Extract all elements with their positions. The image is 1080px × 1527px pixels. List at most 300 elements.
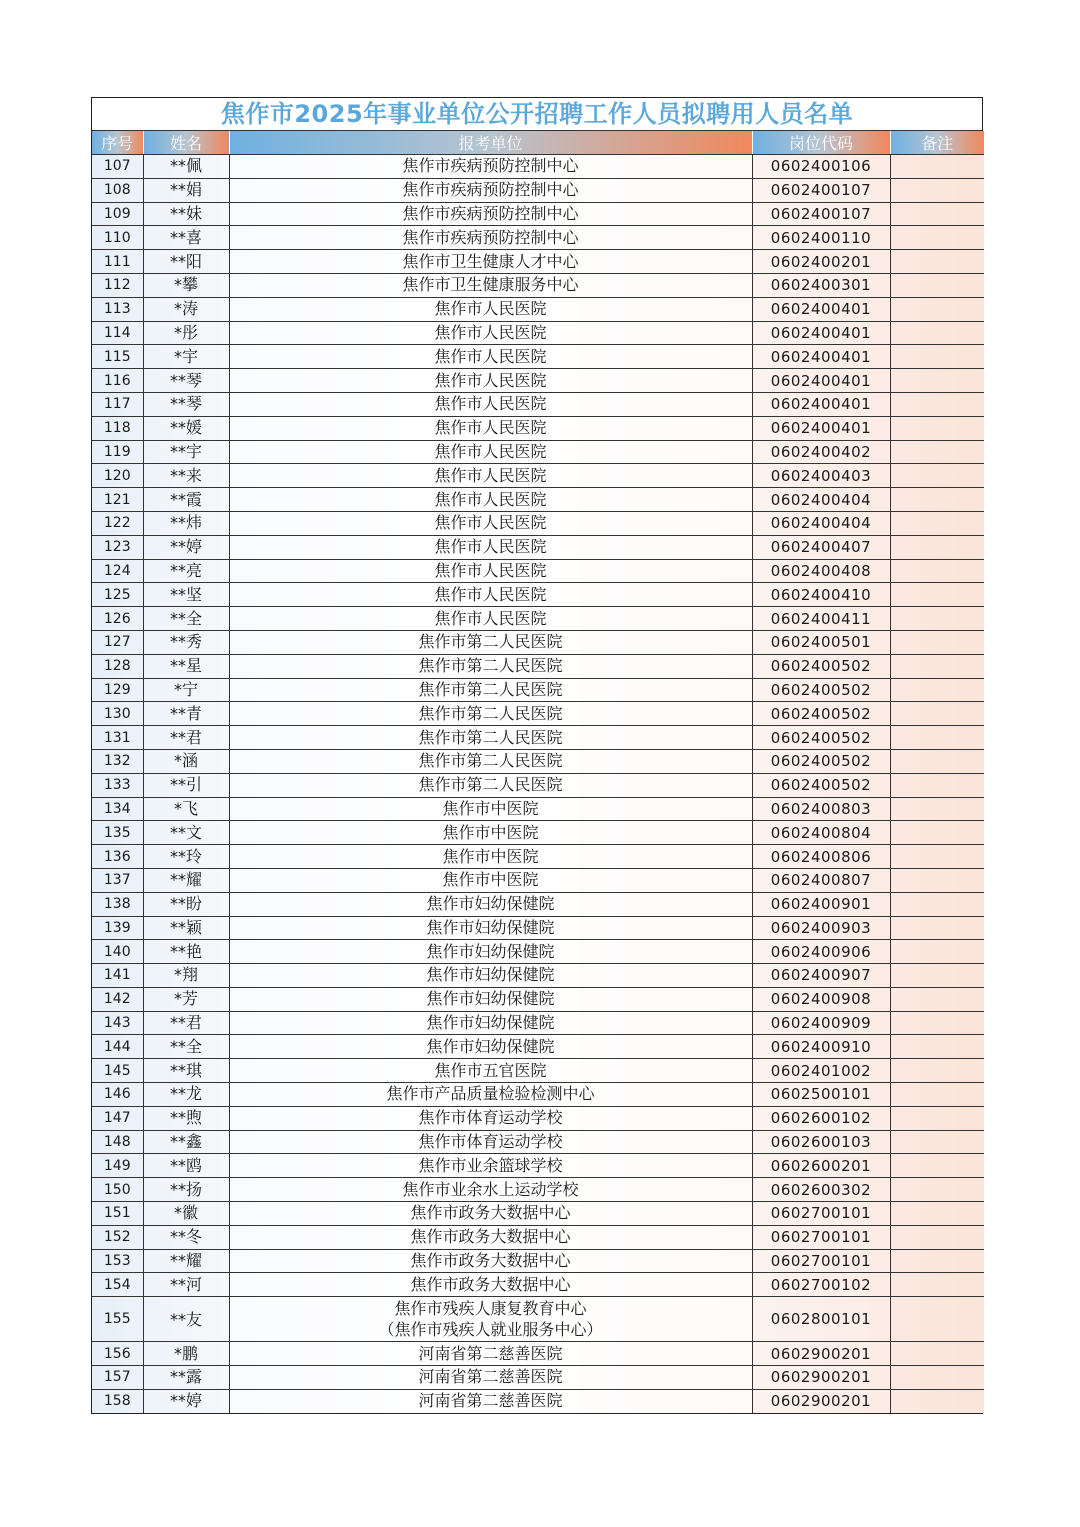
row-name: *飞	[143, 797, 229, 821]
row-unit	[229, 1106, 752, 1130]
row-unit	[229, 1249, 752, 1273]
row-code: 0602400804	[752, 821, 890, 845]
table-row	[92, 250, 984, 274]
row-code: 0602400502	[752, 678, 890, 702]
row-unit	[229, 583, 752, 607]
row-unit	[229, 1011, 752, 1035]
table-row	[92, 797, 984, 821]
row-note	[890, 511, 984, 535]
row-name: **娟	[143, 178, 229, 202]
row-unit-line: 焦作市人民医院	[434, 418, 547, 438]
row-unit	[229, 726, 752, 750]
row-name: **琴	[143, 392, 229, 416]
row-code: 0602400901	[752, 892, 890, 916]
row-note	[890, 1366, 984, 1390]
row-note	[890, 1249, 984, 1273]
row-number: 152	[92, 1225, 143, 1249]
row-unit-line: 焦作市人民医院	[434, 394, 547, 414]
row-code: 0602400806	[752, 845, 890, 869]
row-code: 0602400501	[752, 630, 890, 654]
row-code: 0602400909	[752, 1011, 890, 1035]
row-name: **婷	[143, 535, 229, 559]
row-note	[890, 916, 984, 940]
row-name: *涵	[143, 749, 229, 773]
row-code: 0602400410	[752, 583, 890, 607]
row-note	[890, 345, 984, 369]
table-row	[92, 535, 984, 559]
table-row	[92, 654, 984, 678]
row-name: **煦	[143, 1106, 229, 1130]
row-unit	[229, 1342, 752, 1366]
table-row	[92, 1342, 984, 1366]
row-code: 0602400907	[752, 964, 890, 988]
row-number: 119	[92, 440, 143, 464]
row-name: **龙	[143, 1083, 229, 1107]
row-number: 144	[92, 1035, 143, 1059]
header-no: 序号	[92, 131, 143, 155]
row-code: 0602400408	[752, 559, 890, 583]
table-row	[92, 630, 984, 654]
row-unit-line: 焦作市第二人民医院	[418, 679, 563, 699]
row-code: 0602400502	[752, 702, 890, 726]
table-row	[92, 1059, 984, 1083]
row-code: 0602900201	[752, 1342, 890, 1366]
row-unit	[229, 202, 752, 226]
table-row	[92, 1202, 984, 1226]
row-unit	[229, 178, 752, 202]
row-name: **冬	[143, 1225, 229, 1249]
row-code: 0602900201	[752, 1366, 890, 1390]
table-row	[92, 845, 984, 869]
table-row	[92, 607, 984, 631]
row-unit	[229, 345, 752, 369]
row-number: 154	[92, 1273, 143, 1297]
row-number: 132	[92, 749, 143, 773]
header-code: 岗位代码	[752, 131, 890, 155]
row-name: **坚	[143, 583, 229, 607]
row-code: 0602400301	[752, 273, 890, 297]
row-note	[890, 440, 984, 464]
row-unit-line: 焦作市妇幼保健院	[426, 1013, 555, 1033]
table-row	[92, 392, 984, 416]
row-unit-line: 焦作市体育运动学校	[418, 1132, 563, 1152]
row-note	[890, 1011, 984, 1035]
row-number: 117	[92, 392, 143, 416]
row-number: 116	[92, 369, 143, 393]
row-note	[890, 678, 984, 702]
row-unit	[229, 464, 752, 488]
row-unit	[229, 1154, 752, 1178]
row-code: 0602700102	[752, 1273, 890, 1297]
row-note	[890, 1083, 984, 1107]
row-unit-line: 焦作市政务大数据中心	[410, 1251, 571, 1271]
row-unit-line: 焦作市人民医院	[434, 346, 547, 366]
row-unit-line: 焦作市妇幼保健院	[426, 917, 555, 937]
row-number: 146	[92, 1083, 143, 1107]
row-code: 0602400401	[752, 369, 890, 393]
row-name: **耀	[143, 868, 229, 892]
row-name: **来	[143, 464, 229, 488]
row-unit	[229, 749, 752, 773]
row-name: **鸥	[143, 1154, 229, 1178]
row-name: *鹏	[143, 1342, 229, 1366]
row-note	[890, 369, 984, 393]
row-number: 107	[92, 155, 143, 179]
row-name: **艳	[143, 940, 229, 964]
row-name: **琪	[143, 1059, 229, 1083]
table-row	[92, 726, 984, 750]
row-name: **妹	[143, 202, 229, 226]
table-row	[92, 821, 984, 845]
row-name: **玲	[143, 845, 229, 869]
row-number: 143	[92, 1011, 143, 1035]
row-unit-line: 焦作市第二人民医院	[418, 656, 563, 676]
row-number: 118	[92, 416, 143, 440]
row-unit	[229, 1273, 752, 1297]
row-name: *徽	[143, 1202, 229, 1226]
row-number: 149	[92, 1154, 143, 1178]
row-unit	[229, 821, 752, 845]
row-code: 0602500101	[752, 1083, 890, 1107]
row-unit	[229, 964, 752, 988]
row-note	[890, 726, 984, 750]
row-number: 137	[92, 868, 143, 892]
row-name: **露	[143, 1366, 229, 1390]
row-name: **亮	[143, 559, 229, 583]
row-unit-line: 焦作市妇幼保健院	[426, 894, 555, 914]
row-unit	[229, 1178, 752, 1202]
table-row	[92, 1225, 984, 1249]
row-unit	[229, 607, 752, 631]
row-note	[890, 226, 984, 250]
row-unit-line: 焦作市产品质量检验检测中心	[386, 1084, 595, 1104]
row-unit	[229, 297, 752, 321]
header-unit: 报考单位	[229, 131, 752, 155]
row-unit-line-2: （焦作市残疾人就业服务中心）	[378, 1320, 603, 1340]
row-note	[890, 178, 984, 202]
table-row	[92, 297, 984, 321]
table-row	[92, 987, 984, 1011]
page-title: 焦作市2025年事业单位公开招聘工作人员拟聘用人员名单	[92, 98, 982, 131]
row-unit-line: 河南省第二慈善医院	[418, 1367, 563, 1387]
row-unit-line: 焦作市第二人民医院	[418, 727, 563, 747]
row-name: **媛	[143, 416, 229, 440]
row-note	[890, 1342, 984, 1366]
row-unit	[229, 511, 752, 535]
roster-table	[92, 131, 984, 1413]
row-code: 0602401002	[752, 1059, 890, 1083]
row-unit-line: 焦作市人民医院	[434, 513, 547, 533]
row-note	[890, 892, 984, 916]
row-unit	[229, 559, 752, 583]
row-name: **宇	[143, 440, 229, 464]
table-row	[92, 1130, 984, 1154]
table-row	[92, 583, 984, 607]
table-row	[92, 1273, 984, 1297]
row-number: 122	[92, 511, 143, 535]
row-unit-line: 焦作市业余篮球学校	[418, 1155, 563, 1175]
row-unit	[229, 654, 752, 678]
row-number: 126	[92, 607, 143, 631]
row-unit	[229, 868, 752, 892]
row-note	[890, 1035, 984, 1059]
table-row	[92, 1389, 984, 1412]
row-unit-line: 焦作市人民医院	[434, 465, 547, 485]
row-unit-line: 焦作市政务大数据中心	[410, 1227, 571, 1247]
row-name: **全	[143, 1035, 229, 1059]
table-row	[92, 749, 984, 773]
row-note	[890, 940, 984, 964]
row-number: 141	[92, 964, 143, 988]
row-number: 157	[92, 1366, 143, 1390]
row-unit-line: 焦作市人民医院	[434, 608, 547, 628]
row-number: 123	[92, 535, 143, 559]
row-note	[890, 535, 984, 559]
row-note	[890, 416, 984, 440]
row-unit-line: 焦作市中医院	[442, 798, 539, 818]
row-code: 0602400401	[752, 416, 890, 440]
row-note	[890, 749, 984, 773]
row-number: 111	[92, 250, 143, 274]
row-number: 138	[92, 892, 143, 916]
row-unit	[229, 892, 752, 916]
row-code: 0602400106	[752, 155, 890, 179]
row-name: **引	[143, 773, 229, 797]
row-code: 0602600201	[752, 1154, 890, 1178]
row-number: 124	[92, 559, 143, 583]
table-row	[92, 916, 984, 940]
row-unit-line: 焦作市人民医院	[434, 322, 547, 342]
row-number: 145	[92, 1059, 143, 1083]
table-row	[92, 321, 984, 345]
row-note	[890, 821, 984, 845]
row-name: **秀	[143, 630, 229, 654]
row-name: **河	[143, 1273, 229, 1297]
table-row	[92, 1249, 984, 1273]
table-row	[92, 1154, 984, 1178]
row-unit	[229, 273, 752, 297]
row-name: **婷	[143, 1389, 229, 1412]
row-number: 150	[92, 1178, 143, 1202]
row-unit-line: 焦作市第二人民医院	[418, 632, 563, 652]
row-unit	[229, 1035, 752, 1059]
row-number: 155	[92, 1297, 143, 1342]
row-code: 0602400401	[752, 321, 890, 345]
row-unit-line: 焦作市疾病预防控制中心	[402, 227, 579, 247]
header-name: 姓名	[143, 131, 229, 155]
row-number: 129	[92, 678, 143, 702]
row-note	[890, 797, 984, 821]
row-unit-line: 焦作市妇幼保健院	[426, 1036, 555, 1056]
row-note	[890, 607, 984, 631]
row-number: 128	[92, 654, 143, 678]
row-number: 156	[92, 1342, 143, 1366]
table-row	[92, 1106, 984, 1130]
row-unit-line: 焦作市人民医院	[434, 489, 547, 509]
row-note	[890, 702, 984, 726]
row-unit	[229, 440, 752, 464]
row-unit-line: 焦作市残疾人康复教育中心	[394, 1299, 587, 1319]
row-note	[890, 488, 984, 512]
table-row	[92, 868, 984, 892]
row-code: 0602400107	[752, 202, 890, 226]
row-code: 0602400404	[752, 511, 890, 535]
row-name: **君	[143, 1011, 229, 1035]
row-unit-line: 焦作市体育运动学校	[418, 1108, 563, 1128]
row-number: 136	[92, 845, 143, 869]
row-unit	[229, 630, 752, 654]
row-code: 0602400502	[752, 749, 890, 773]
row-code: 0602400908	[752, 987, 890, 1011]
row-code: 0602400910	[752, 1035, 890, 1059]
row-unit-line: 焦作市人民医院	[434, 584, 547, 604]
table-row	[92, 892, 984, 916]
row-unit-line: 焦作市人民医院	[434, 370, 547, 390]
table-row	[92, 1297, 984, 1342]
row-unit-line: 焦作市妇幼保健院	[426, 989, 555, 1009]
row-unit	[229, 488, 752, 512]
row-number: 112	[92, 273, 143, 297]
row-unit-line: 焦作市第二人民医院	[418, 703, 563, 723]
row-number: 110	[92, 226, 143, 250]
table-header-row	[92, 131, 984, 155]
table-body	[92, 155, 984, 1413]
row-unit-line: 焦作市卫生健康人才中心	[402, 251, 579, 271]
row-number: 148	[92, 1130, 143, 1154]
row-name: **霞	[143, 488, 229, 512]
row-note	[890, 250, 984, 274]
row-number: 135	[92, 821, 143, 845]
row-unit	[229, 250, 752, 274]
table-row	[92, 202, 984, 226]
row-number: 151	[92, 1202, 143, 1226]
row-name: **友	[143, 1297, 229, 1342]
row-number: 120	[92, 464, 143, 488]
row-name: *宇	[143, 345, 229, 369]
row-note	[890, 1178, 984, 1202]
row-code: 0602400402	[752, 440, 890, 464]
row-note	[890, 1059, 984, 1083]
table-row	[92, 416, 984, 440]
table-row	[92, 773, 984, 797]
table-row	[92, 155, 984, 179]
row-note	[890, 273, 984, 297]
row-code: 0602400903	[752, 916, 890, 940]
roster-sheet	[91, 97, 983, 1414]
row-number: 147	[92, 1106, 143, 1130]
table-row	[92, 1366, 984, 1390]
row-number: 158	[92, 1389, 143, 1412]
row-code: 0602700101	[752, 1225, 890, 1249]
row-code: 0602400502	[752, 654, 890, 678]
row-unit	[229, 535, 752, 559]
table-row	[92, 178, 984, 202]
row-code: 0602700101	[752, 1202, 890, 1226]
row-note	[890, 1297, 984, 1342]
row-number: 134	[92, 797, 143, 821]
row-note	[890, 392, 984, 416]
row-unit-line: 焦作市中医院	[442, 822, 539, 842]
row-unit	[229, 1225, 752, 1249]
row-unit	[229, 226, 752, 250]
row-number: 130	[92, 702, 143, 726]
row-name: **君	[143, 726, 229, 750]
row-number: 115	[92, 345, 143, 369]
row-code: 0602600102	[752, 1106, 890, 1130]
row-unit-line: 焦作市业余水上运动学校	[402, 1179, 579, 1199]
row-note	[890, 773, 984, 797]
row-note	[890, 583, 984, 607]
table-row	[92, 226, 984, 250]
row-number: 142	[92, 987, 143, 1011]
row-name: *芳	[143, 987, 229, 1011]
table-row	[92, 1083, 984, 1107]
row-unit	[229, 369, 752, 393]
table-row	[92, 273, 984, 297]
row-note	[890, 1389, 984, 1412]
header-note: 备注	[890, 131, 984, 155]
table-row	[92, 559, 984, 583]
table-row	[92, 440, 984, 464]
table-row	[92, 702, 984, 726]
row-number: 139	[92, 916, 143, 940]
row-note	[890, 630, 984, 654]
row-unit-line: 焦作市政务大数据中心	[410, 1274, 571, 1294]
row-code: 0602400403	[752, 464, 890, 488]
row-code: 0602400201	[752, 250, 890, 274]
row-unit	[229, 845, 752, 869]
row-number: 131	[92, 726, 143, 750]
row-name: *翔	[143, 964, 229, 988]
row-unit-line: 焦作市五官医院	[434, 1060, 547, 1080]
row-note	[890, 1130, 984, 1154]
row-name: **佩	[143, 155, 229, 179]
row-code: 0602400906	[752, 940, 890, 964]
row-code: 0602600302	[752, 1178, 890, 1202]
row-unit-line: 焦作市人民医院	[434, 299, 547, 319]
row-note	[890, 845, 984, 869]
row-code: 0602800101	[752, 1297, 890, 1342]
row-note	[890, 1202, 984, 1226]
row-unit	[229, 1130, 752, 1154]
row-note	[890, 987, 984, 1011]
row-unit-line: 焦作市第二人民医院	[418, 751, 563, 771]
row-unit	[229, 1202, 752, 1226]
row-code: 0602400803	[752, 797, 890, 821]
table-row	[92, 488, 984, 512]
row-unit-line: 焦作市中医院	[442, 846, 539, 866]
row-unit-line: 焦作市政务大数据中心	[410, 1203, 571, 1223]
row-code: 0602400401	[752, 392, 890, 416]
row-code: 0602400807	[752, 868, 890, 892]
row-code: 0602400404	[752, 488, 890, 512]
row-code: 0602600103	[752, 1130, 890, 1154]
row-unit	[229, 1059, 752, 1083]
table-row	[92, 511, 984, 535]
row-unit-line: 焦作市人民医院	[434, 537, 547, 557]
row-code: 0602400411	[752, 607, 890, 631]
row-number: 113	[92, 297, 143, 321]
row-name: **炜	[143, 511, 229, 535]
row-name: *攀	[143, 273, 229, 297]
row-unit-line: 焦作市妇幼保健院	[426, 965, 555, 985]
row-name: *宁	[143, 678, 229, 702]
row-unit	[229, 987, 752, 1011]
row-name: **青	[143, 702, 229, 726]
row-number: 127	[92, 630, 143, 654]
table-row	[92, 1035, 984, 1059]
row-note	[890, 1273, 984, 1297]
